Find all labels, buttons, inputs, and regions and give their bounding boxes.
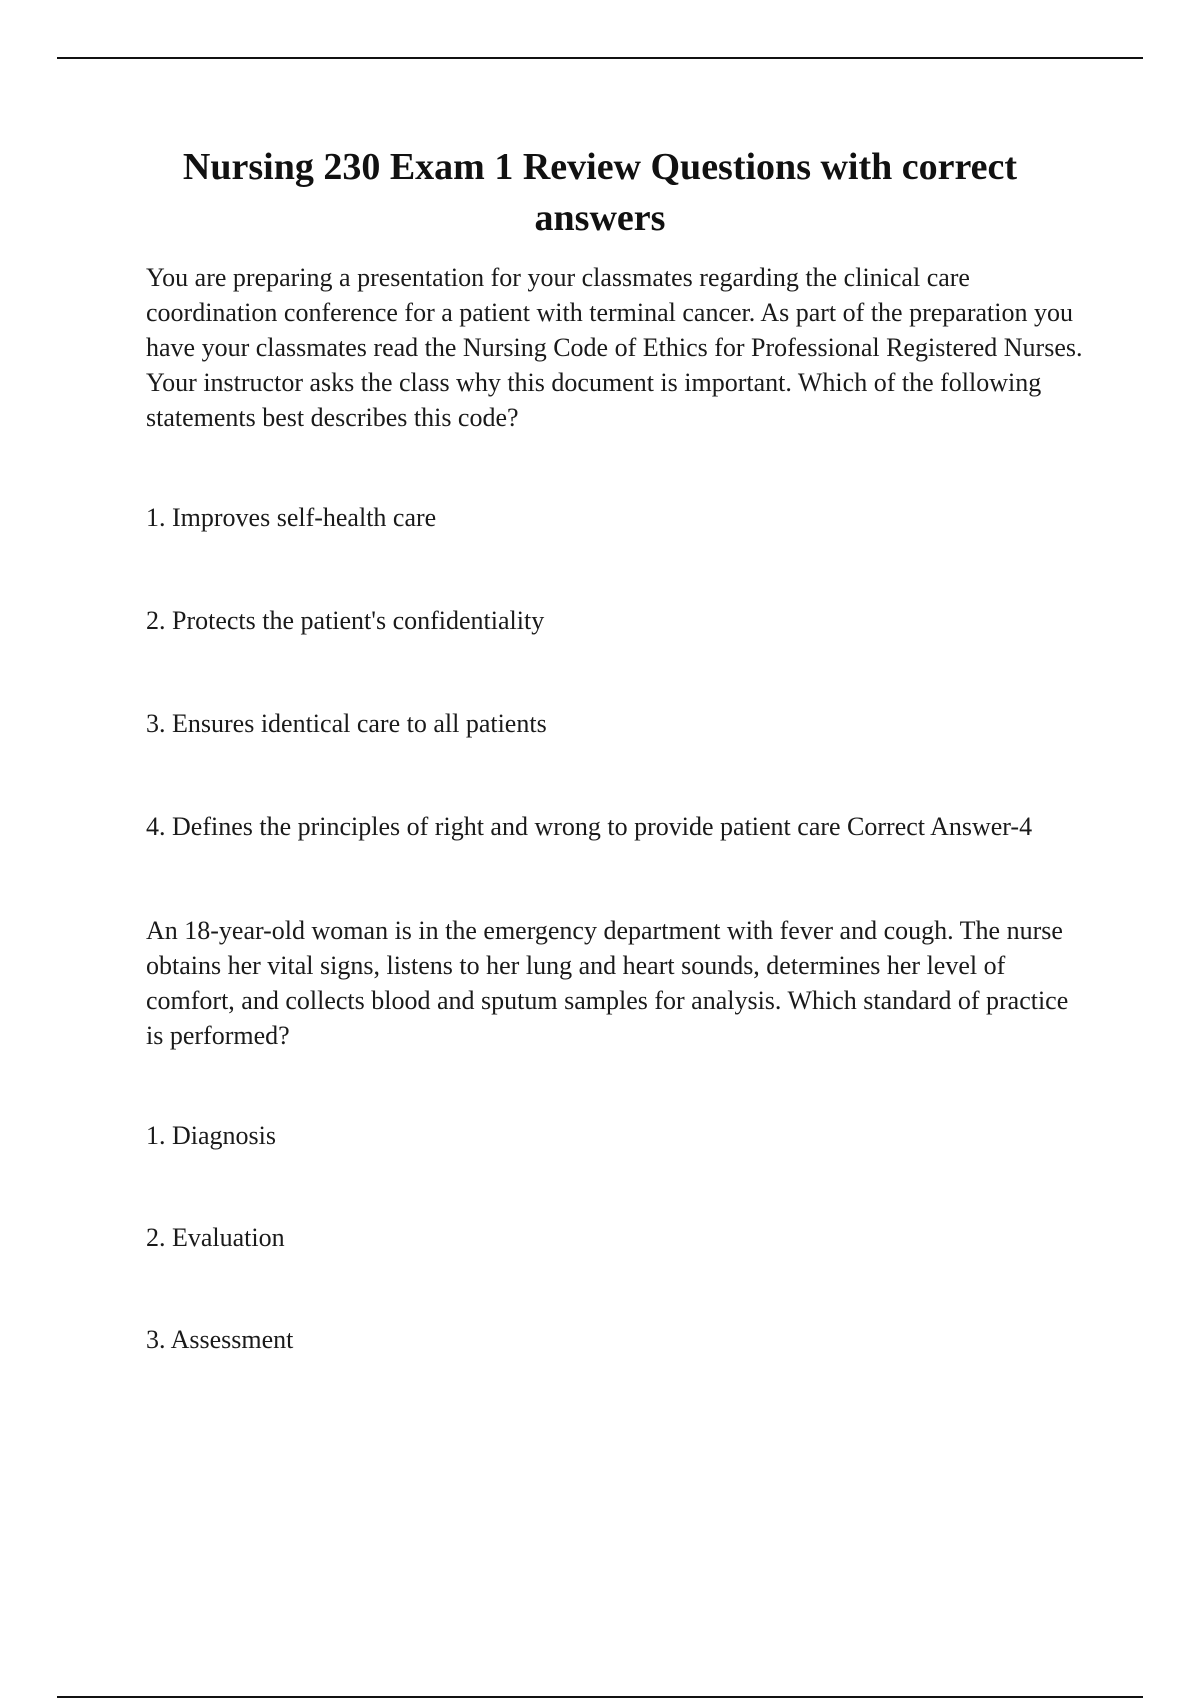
question-2 xyxy=(146,913,1086,1357)
question-1-text: You are preparing a presentation for your classmates regarding the clinical care coordination conference for a patient with terminal cancer. As part of the preparation you have your classmates read the Nursing Code of Ethics for Professional Registered Nurses. Your instructor asks the class why this document is important. Which of the following statements best describes this code? xyxy=(146,263,1083,432)
bottom-divider xyxy=(57,1696,1143,1698)
question-2-option-1: 1. Diagnosis xyxy=(146,1121,276,1150)
document-body xyxy=(146,260,1086,1357)
question-2-option-2: 2. Evaluation xyxy=(146,1223,285,1252)
question-1-options xyxy=(146,500,1086,844)
question-1 xyxy=(146,260,1086,844)
question-1-option-1: 1. Improves self-health care xyxy=(146,503,437,532)
question-1-option-2: 2. Protects the patient's confidentiality xyxy=(146,606,545,635)
top-divider xyxy=(57,57,1143,59)
question-2-options xyxy=(146,1118,1086,1357)
question-2-option-3: 3. Assessment xyxy=(146,1325,294,1354)
page-title: Nursing 230 Exam 1 Review Questions with correct answers xyxy=(182,146,1018,239)
question-1-option-3: 3. Ensures identical care to all patients xyxy=(146,709,547,738)
question-2-text: An 18-year-old woman is in the emergency department with fever and cough. The nurse obtains her vital signs, listens to her lung and heart sounds, determines her level of comfort, and collects blood and sputum samples for analysis. Which standard of practice is performed? xyxy=(146,916,1069,1050)
question-1-option-4: 4. Defines the principles of right and wrong to provide patient care Correct Answer-4 xyxy=(146,812,1033,841)
